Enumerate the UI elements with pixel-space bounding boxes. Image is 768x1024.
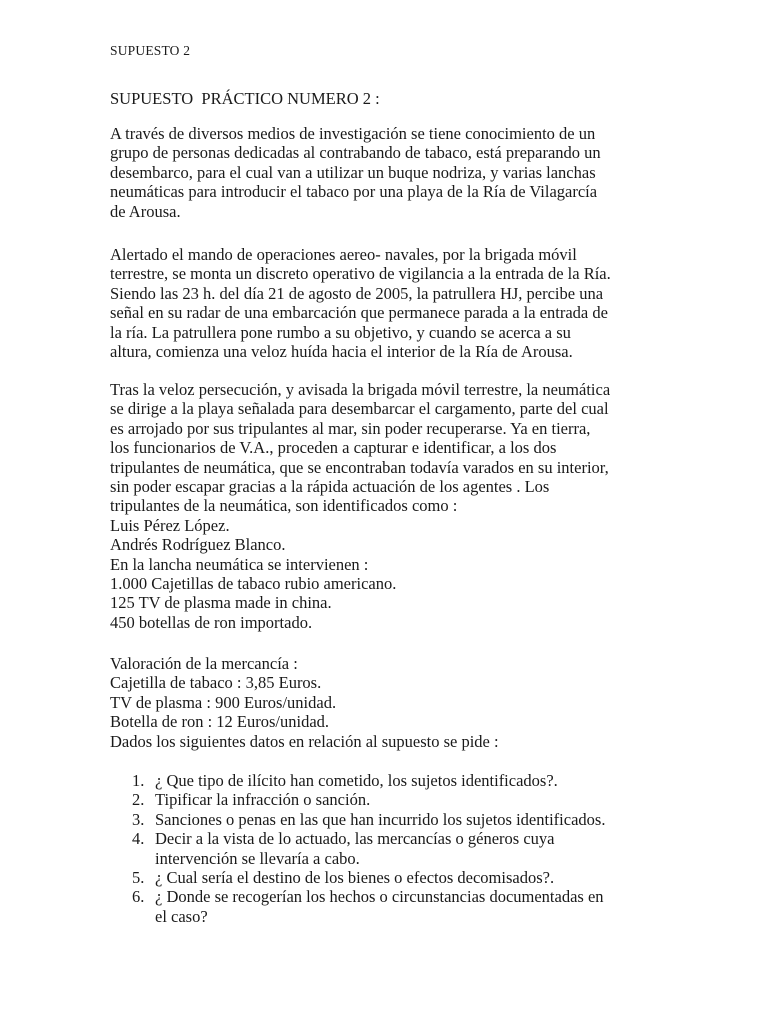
text-line: Dados los siguientes datos en relación al supuesto se pide : (110, 731, 499, 751)
list-number: 1. (132, 771, 145, 790)
text-line: grupo de personas dedicadas al contrabando de tabaco, está preparando un (110, 143, 601, 163)
text-line: intervención se llevaría a cabo. (155, 848, 360, 868)
text-line: de Arousa. (110, 201, 181, 221)
text-line: la ría. La patrullera pone rumbo a su objetivo, y cuando se acerca a su (110, 322, 571, 342)
list-number: 2. (132, 790, 145, 810)
list-item (110, 887, 750, 926)
list-number: 6. (132, 887, 145, 907)
list-item (110, 771, 750, 790)
text-line: el caso? (155, 906, 208, 926)
text-line: los funcionarios de V.A., proceden a capturar e identificar, a los dos (110, 438, 557, 458)
text-line: neumáticas para introducir el tabaco por una playa de la Ría de Vilagarcía (110, 182, 598, 202)
text-line: Siendo las 23 h. del día 21 de agosto de 2005, la patrullera HJ, percibe una (110, 283, 604, 303)
paragraph-intro (110, 124, 750, 221)
text-line: Botella de ron : 12 Euros/unidad. (110, 712, 330, 732)
text-line: Decir a la vista de lo actuado, las mercancías o géneros cuya (155, 829, 555, 849)
text-line: sin poder escapar gracias a la rápida actuación de los agentes . Los (110, 477, 550, 497)
text-line: En la lancha neumática se intervienen : (110, 554, 369, 574)
text-line: es arrojado por sus tripulantes al mar, sin poder recuperarse. Ya en tierra, (110, 418, 591, 438)
text-line: señal en su radar de una embarcación que permanece parada a la entrada de (110, 303, 608, 323)
text-line: ¿ Cual sería el destino de los bienes o efectos decomisados?. (155, 868, 555, 888)
text-line: desembarco, para el cual van a utilizar un buque nodriza, y varias lanchas (110, 162, 596, 182)
page-header: SUPUESTO 2 (110, 43, 191, 58)
list-number: 3. (132, 809, 145, 829)
text-line: Luis Pérez López. (110, 515, 230, 535)
text-line: ¿ Donde se recogerían los hechos o circunstancias documentadas en (155, 887, 604, 907)
text-line: Sanciones o penas en las que han incurrido los sujetos identificados. (155, 809, 606, 829)
text-line: Andrés Rodríguez Blanco. (110, 535, 286, 555)
text-line: 450 botellas de ron importado. (110, 612, 313, 632)
document-title: SUPUESTO PRÁCTICO NUMERO 2 : (110, 89, 380, 108)
paragraph-capture (110, 380, 750, 632)
list-item (110, 868, 750, 887)
paragraph-operation (110, 245, 750, 361)
text-line: Alertado el mando de operaciones aereo- navales, por la brigada móvil (110, 245, 577, 264)
text-line: se dirige a la playa señalada para desembarcar el cargamento, parte del cual (110, 399, 609, 419)
list-item (110, 790, 750, 809)
text-line: TV de plasma : 900 Euros/unidad. (110, 692, 337, 712)
text-line: altura, comienza una veloz huída hacia el interior de la Ría de Arousa. (110, 342, 573, 362)
text-line: 1.000 Cajetillas de tabaco rubio americano. (110, 574, 397, 594)
paragraph-valuation (110, 654, 750, 751)
list-item (110, 810, 750, 829)
text-line: Cajetilla de tabaco : 3,85 Euros. (110, 673, 322, 693)
list-item (110, 829, 750, 868)
list-number: 5. (132, 868, 145, 888)
text-line: tripulantes de la neumática, son identificados como : (110, 496, 458, 516)
text-line: A través de diversos medios de investigación se tiene conocimiento de un (110, 124, 596, 143)
text-line: Tras la veloz persecución, y avisada la brigada móvil terrestre, la neumática (110, 380, 611, 399)
text-line: Tipificar la infracción o sanción. (155, 790, 371, 810)
text-line: Valoración de la mercancía : (110, 654, 298, 673)
text-line: tripulantes de neumática, que se encontraban todavía varados en su interior, (110, 457, 609, 477)
text-line: ¿ Que tipo de ilícito han cometido, los sujetos identificados?. (155, 771, 558, 790)
list-number: 4. (132, 829, 145, 849)
text-line: 125 TV de plasma made in china. (110, 593, 332, 613)
questions-list (110, 771, 750, 926)
text-line: terrestre, se monta un discreto operativo de vigilancia a la entrada de la Ría. (110, 264, 611, 284)
